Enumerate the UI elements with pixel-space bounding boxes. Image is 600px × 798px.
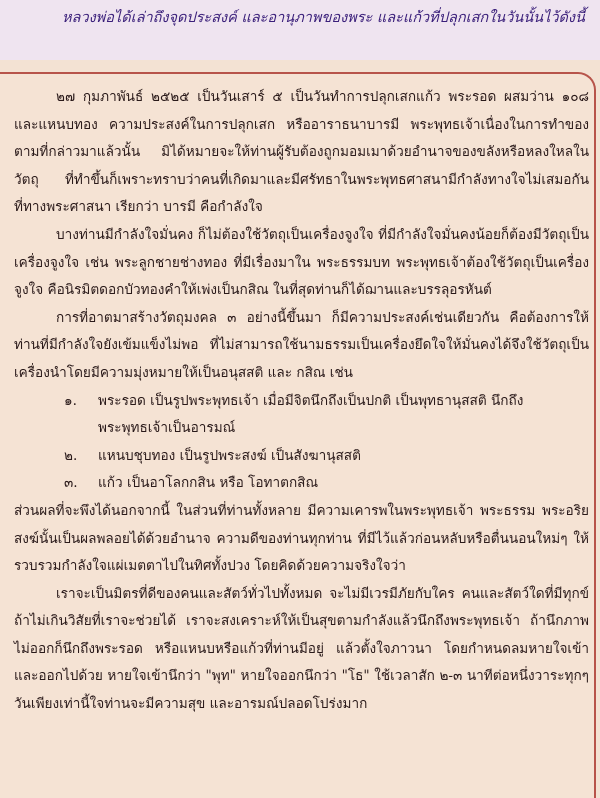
list-number: ๓. <box>64 475 78 492</box>
intro-heading: หลวงพ่อได้เล่าถึงจุดประสงค์ และอานุภาพของพระ และแก้วที่ปลุกเสกในวันนั้นไว้ดังนี้ <box>62 10 585 26</box>
quote-content <box>14 84 589 719</box>
paragraph-1: ๒๗ กุมภาพันธ์ ๒๕๒๕ เป็นวันเสาร์ ๕ เป็นวันทำการปลุกเสกแก้ว พระรอด ผสมว่าน ๑๐๘ และแหนบทอง ความประสงค์ในการปลุกเสก หรืออาราธนาบารมี พระพุทธเจ้าเนื่องในการทำของตามที่กล่าวมาแล้วนั้น มิได้หมายจะให้ท่านผู้รับต้องถูกมอมเมาด้วยอำนาจของขลังหรือหลงใหลในวัตถุ ที่ทำขึ้นก็เพราะทราบว่าคนที่เกิดมาและมีศรัทธาในพระพุทธศาสนามีกำลังทางใจไม่เสมอกัน ที่ทางพระศาสนา เรียกว่า บารมี คือกำลังใจ <box>14 89 589 216</box>
list-text: พระรอด เป็นรูปพระพุทธเจ้า เมื่อมีจิตนึกถึงเป็นปกติ เป็นพุทธานุสสติ นึกถึง พระพุทธเจ้าเป็นอารมณ์ <box>98 392 524 437</box>
paragraph-4: ส่วนผลที่จะพึงได้นอกจากนี้ ในส่วนที่ท่านทั้งหลาย มีความเคารพในพระพุทธเจ้า พระธรรม พระอริยสงฆ์นั้นเป็นผลพลอยได้ด้วยอำนาจ ความดีของท่านทุกท่าน ที่มีไว้แล้วก่อนหลับหรือตื่นนอนใหม่ๆ ให้รวบรวมกำลังใจแผ่เมตตาไปในทิศทั้งปวง โดยคิดด้วยความจริงใจว่า <box>14 502 589 575</box>
list-number: ๑. <box>64 392 77 409</box>
paragraph-2: บางท่านมีกำลังใจมั่นคง ก็ไม่ต้องใช้วัตถุเป็นเครื่องจูงใจ ที่มีกำลังใจมั่นคงน้อยก็ต้องมีวัตถุเป็นเครื่องจูงใจ เช่น พระลูกชายช่างทอง ที่มีเรื่องมาใน พระธรรมบท พระพุทธเจ้าต้องใช้วัตถุเป็นเครื่องจูงใจ คือนิรมิตดอกบัวทองคำให้เพ่งเป็นกสิณ ในที่สุดท่านก็ได้ฌานและบรรลุอรหันต์ <box>14 226 589 299</box>
list-text: แก้ว เป็นอาโลกกสิน หรือ โอทาตกสิณ <box>98 475 319 492</box>
list-item <box>14 443 589 471</box>
list-item <box>14 388 589 443</box>
header-band <box>0 0 600 60</box>
paragraph-3: การที่อาตมาสร้างวัตถุมงคล ๓ อย่างนี้ขึ้นมา ก็มีความประสงค์เช่นเดียวกัน คือต้องการให้ท่านที่มีกำลังใจยังเข้มแข็งไม่พอ ที่ไม่สามารถใช้นามธรรมเป็นเครื่องยึดใจให้มั่นคงได้จึงใช้วัตถุเป็นเครื่องนำโดยมีความมุ่งหมายให้เป็นอนุสสติ และ กสิณ เช่น <box>14 309 589 381</box>
list-number: ๒. <box>64 447 78 464</box>
numbered-list <box>14 388 589 498</box>
list-text: แหนบชุบทอง เป็นรูปพระสงฆ์ เป็นสังฆานุสสติ <box>98 447 361 464</box>
list-item <box>14 470 589 498</box>
paragraph-5: เราจะเป็นมิตรที่ดีของคนและสัตว์ทั่วไปทั้งหมด จะไม่มีเวรมีภัยกับใคร คนและสัตว์ใดที่มีทุกข์ถ้าไม่เกินวิสัยที่เราจะช่วยได้ เราจะสงเคราะห์ให้เป็นสุขตามกำลังแล้วนึกถึงพระพุทธเจ้า ถ้านึกภาพไม่ออกก็นึกถึงพระรอด หรือแหนบหรือแก้วที่ท่านมีอยู่ แล้วตั้งใจภาวนา โดยกำหนดลมหายใจเข้าและออกไปด้วย หายใจเข้านึกว่า "พุท" หายใจออกนึกว่า "โธ" ใช้เวลาสัก ๒-๓ นาทีต่อหนึ่งวาระทุกๆ วันเพียงเท่านี้ใจท่านจะมีความสุข และอารมณ์ปลอดโปร่งมาก <box>14 585 589 713</box>
